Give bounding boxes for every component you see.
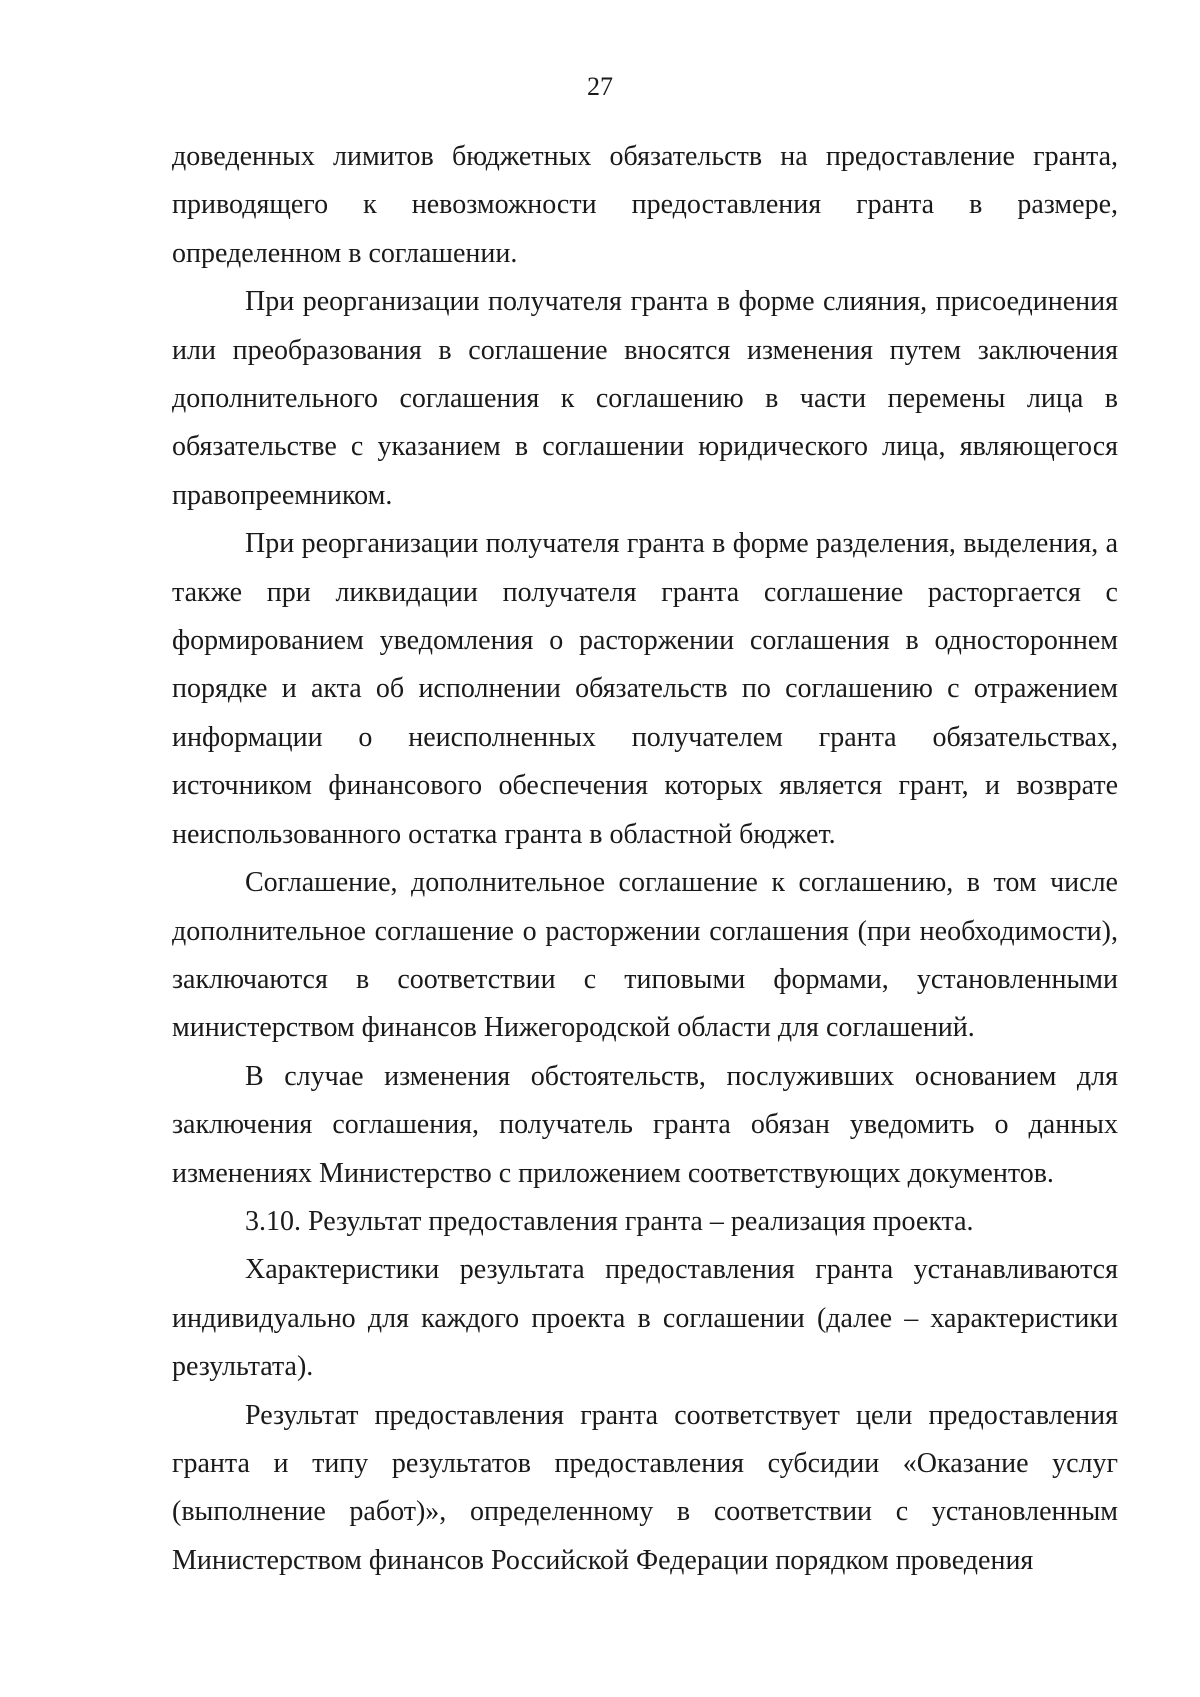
paragraph-reorganization-merger: При реорганизации получателя гранта в форме слияния, присоединения или преобразования в соглашение вносятся изменения путем заключения дополнительного соглашения к соглашению в части перемены лица в обязательстве с указанием в соглашении юридического лица, являющегося правопреемником. [172,286,1118,511]
body-text [172,133,1118,1585]
paragraph-section-3-10: 3.10. Результат предоставления гранта – реализация проекта. [245,1205,974,1237]
paragraph-reorganization-division: При реорганизации получателя гранта в форме разделения, выделения, а также при ликвидации получателя гранта соглашение расторгается с формированием уведомления о расторжении соглашения в одностороннем порядке и акта об исполнении обязательств по соглашению с отражением информации о неисполненных получателем гранта обязательствах, источником финансового обеспечения которых является грант, и возврате неиспользованного остатка гранта в областной бюджет. [172,528,1118,850]
paragraph-result-characteristics: Характеристики результата предоставления гранта устанавливаются индивидуально для каждого проекта в соглашении (далее – характеристики результата). [172,1254,1118,1383]
paragraph-continuation: доведенных лимитов бюджетных обязательств на предоставление гранта, приводящего к невозможности предоставления гранта в размере, определенном в соглашении. [172,141,1118,269]
page-number: 27 [587,72,613,101]
paragraph-agreement-forms: Соглашение, дополнительное соглашение к соглашению, в том числе дополнительное соглашение о расторжении соглашения (при необходимости), заключаются в соответствии с типовыми формами, установленными министерством финансов Нижегородской области для соглашений. [172,867,1118,1044]
paragraph-change-of-circumstances: В случае изменения обстоятельств, послуживших основанием для заключения соглашения, получатель гранта обязан уведомить о данных изменениях Министерство с приложением соответствующих документов. [172,1060,1118,1189]
paragraph-result-type: Результат предоставления гранта соответствует цели предоставления гранта и типу результатов предоставления субсидии «Оказание услуг (выполнение работ)», определенному в соответствии с установленным Министерством финансов Российской Федерации порядком проведения [172,1399,1118,1576]
